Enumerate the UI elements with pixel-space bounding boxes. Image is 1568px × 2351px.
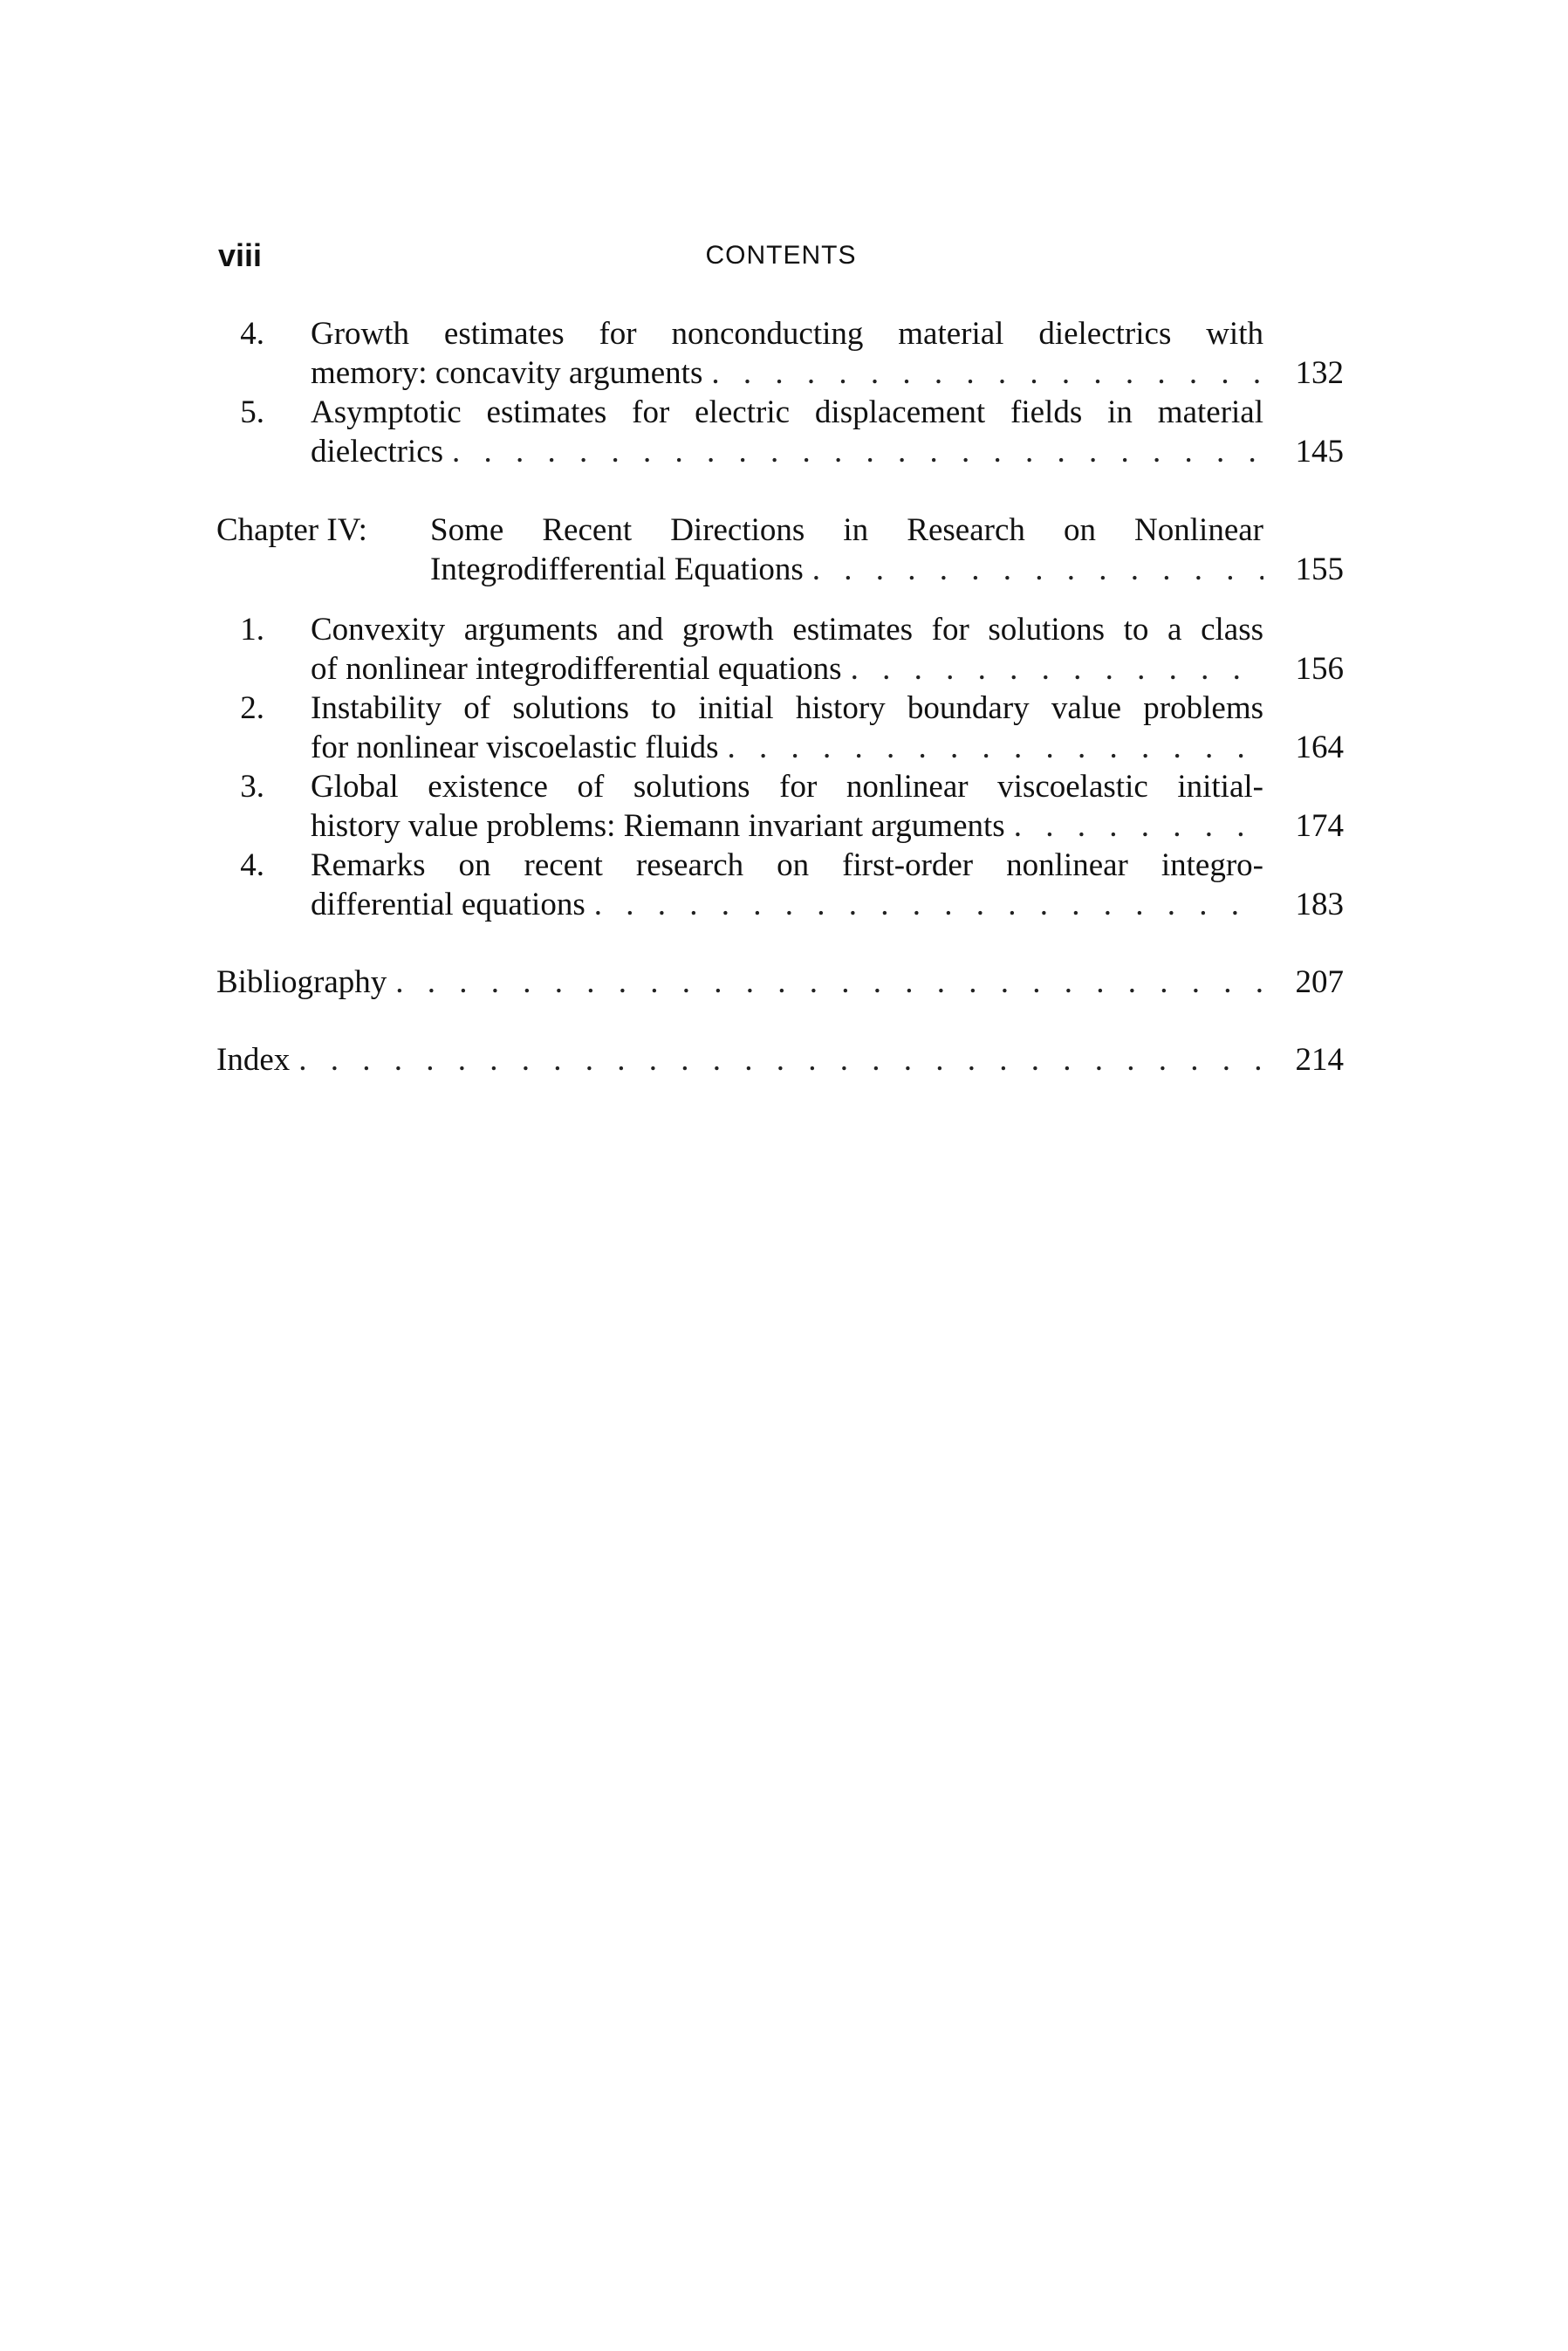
toc-entry-5[interactable]	[216, 393, 1344, 471]
toc-index[interactable]	[216, 1040, 1344, 1080]
toc-page-number: 132	[1295, 355, 1344, 391]
toc-entry-4b[interactable]	[216, 846, 1344, 924]
toc-entry-title-line: differential equations	[311, 887, 585, 922]
toc-entry-title-line: Remarks on recent research on first-order nonlinear integro-	[311, 847, 1263, 883]
chapter-title-line: Some Recent Directions in Research on Nonlinear	[430, 512, 1263, 548]
table-of-contents	[216, 314, 1344, 1080]
chapter-title-line: Integrodifferential Equations	[430, 552, 804, 587]
page-folio: viii	[218, 237, 263, 273]
dot-leader	[452, 432, 1263, 471]
toc-entry-title-line: of nonlinear integrodifferential equations	[311, 651, 842, 687]
toc-bibliography[interactable]	[216, 963, 1344, 1002]
toc-entry-4[interactable]	[216, 314, 1344, 393]
toc-entry-number: 5.	[240, 394, 264, 430]
toc-entry-title-line: history value problems: Riemann invariant arguments	[311, 808, 1005, 844]
toc-entry-number: 1.	[240, 612, 264, 648]
toc-page-number: 214	[1295, 1042, 1344, 1078]
index-label: Index	[216, 1042, 291, 1078]
toc-chapter-4[interactable]	[216, 511, 1344, 589]
toc-entry-number: 4.	[240, 847, 264, 883]
toc-entry-title-line: Convexity arguments and growth estimates for solutions to a class	[311, 612, 1263, 648]
toc-entry-title-line: Instability of solutions to initial history boundary value problems	[311, 690, 1263, 726]
toc-entry-2[interactable]	[216, 689, 1344, 767]
toc-entry-1[interactable]	[216, 610, 1344, 689]
toc-entry-3[interactable]	[216, 767, 1344, 846]
toc-page-number: 156	[1295, 651, 1344, 687]
toc-page-number: 155	[1295, 552, 1344, 587]
toc-entry-number: 4.	[240, 316, 264, 352]
toc-entry-title-line: for nonlinear viscoelastic fluids	[311, 730, 719, 765]
dot-leader	[594, 885, 1263, 924]
toc-entry-number: 3.	[240, 769, 264, 805]
chapter-label: Chapter IV:	[216, 512, 367, 548]
running-head	[218, 237, 1344, 281]
running-title: CONTENTS	[705, 241, 857, 270]
dot-leader	[711, 353, 1263, 393]
dot-leader	[812, 550, 1263, 589]
toc-entry-title-line: Growth estimates for nonconducting material dielectrics with	[311, 316, 1263, 352]
toc-entry-title-line: Global existence of solutions for nonlinear viscoelastic initial-	[311, 769, 1263, 805]
toc-page-number: 164	[1295, 730, 1344, 765]
dot-leader	[1014, 806, 1263, 846]
toc-page-number: 183	[1295, 887, 1344, 922]
dot-leader	[298, 1040, 1263, 1080]
dot-leader	[728, 728, 1263, 767]
bibliography-label: Bibliography	[216, 964, 387, 1000]
dot-leader	[395, 963, 1263, 1002]
toc-entry-title-line: dielectrics	[311, 434, 444, 470]
toc-page-number: 174	[1295, 808, 1344, 844]
dot-leader	[851, 649, 1263, 689]
toc-page-number: 145	[1295, 434, 1344, 470]
toc-entry-title-line: memory: concavity arguments	[311, 355, 703, 391]
toc-entry-number: 2.	[240, 690, 264, 726]
toc-entry-title-line: Asymptotic estimates for electric displacement fields in material	[311, 394, 1263, 430]
toc-page-number: 207	[1295, 964, 1344, 1000]
